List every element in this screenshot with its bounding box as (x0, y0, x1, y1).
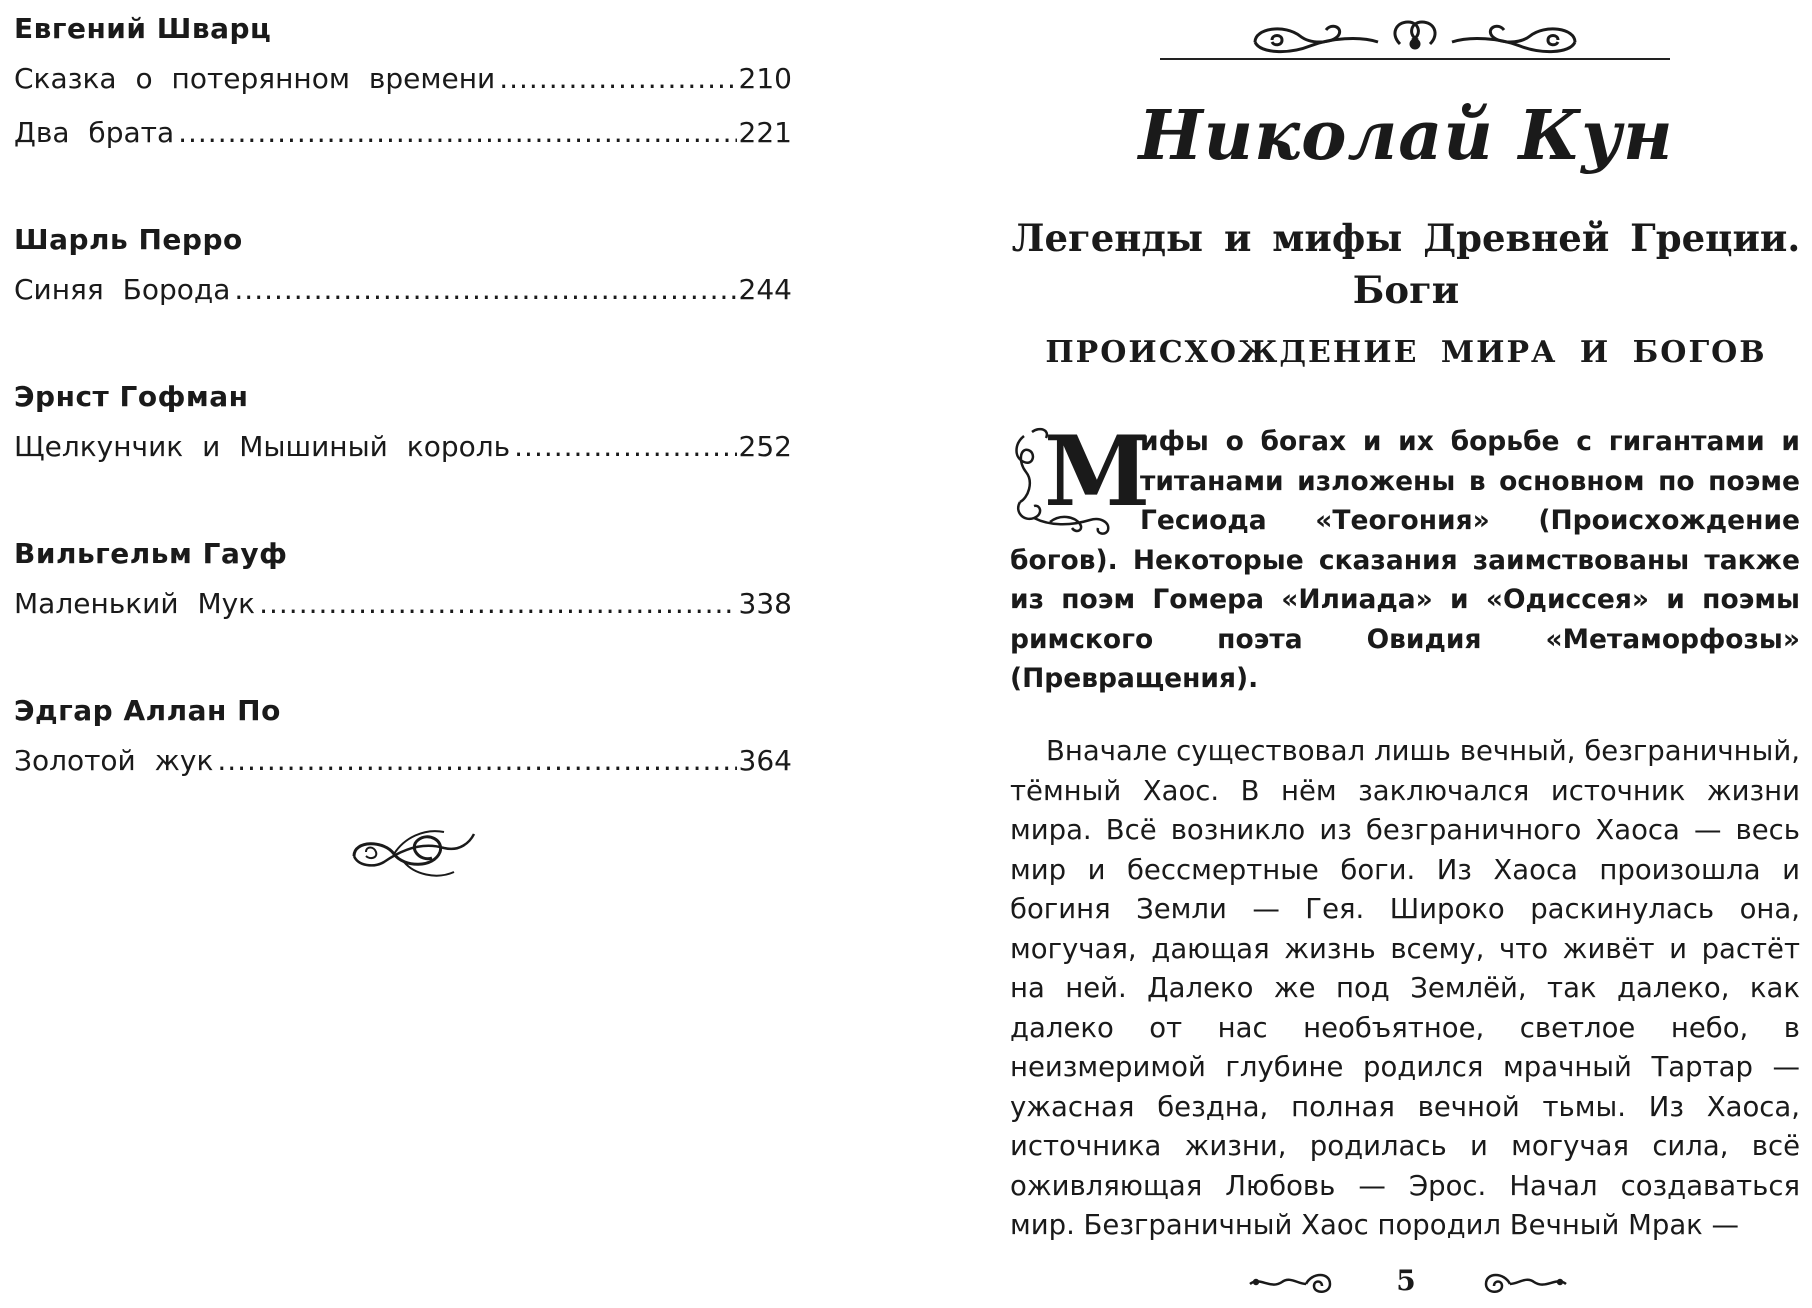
chapter-title: ПРОИСХОЖДЕНИЕ МИРА И БОГОВ (1045, 335, 1767, 370)
toc-entry-title: Синяя Борода (14, 273, 231, 306)
toc-entry[interactable] (14, 62, 792, 95)
body-paragraph: Вначале существовал лишь вечный, безграничный, тёмный Хаос. В нём заключался источник жизни мира. Всё возникло из безграничного Хаоса — весь мир и бессмертные боги. Из Хаоса произошла и богиня Земли — Гея. Широко раскинулась она, могучая, дающая жизнь всему, что живёт и растёт на ней. Далеко же под Землёй, так далеко, как далеко от нас необъятное, светлое небо, в неизмеримой глубине родился мрачный Тартар — ужасная бездна, полная вечной тьмы. Из Хаоса, источника жизни, родилась и могучая сила, всё оживляющая Любовь — Эрос. Начал создаваться мир. Безграничный Хаос породил Вечный Мрак — (1010, 735, 1800, 1241)
toc-page-number: 364 (738, 744, 792, 777)
toc-entry-title: Золотой жук (14, 744, 214, 777)
top-rule-divider (1160, 58, 1670, 60)
toc-author-perro: Шарль Перро (14, 223, 243, 256)
page-footer (1010, 1262, 1802, 1302)
dropcap-letter: М (1044, 415, 1151, 528)
toc-author-shvarts: Евгений Шварц (14, 12, 272, 45)
intro-paragraph (1010, 415, 1800, 699)
toc-entry-title: Сказка о потерянном времени (14, 62, 496, 95)
page-number: 5 (1396, 1264, 1416, 1297)
toc-leader-dots (514, 430, 736, 463)
toc-entry[interactable] (14, 116, 792, 149)
toc-entry[interactable] (14, 273, 792, 306)
dropcap-box (1010, 415, 1151, 540)
toc-author-poe: Эдгар Аллан По (14, 694, 281, 727)
toc-leader-dots (217, 744, 736, 777)
toc-author-hoffmann: Эрнст Гофман (14, 380, 249, 413)
toc-page-number: 252 (738, 430, 792, 463)
toc-page-number: 244 (738, 273, 792, 306)
intro-text: ифы о богах и их борьбе с гигантами и титанами изложены в основном по поэме Гесиода «Теогония» (Происхождение богов). Некоторые сказания заимствованы также из поэм Гомера «Илиада» и «Одиссея» и поэмы римского поэта Овидия «Метаморфозы» (Превращения). (1010, 426, 1800, 694)
footer-swirl-icon (1480, 1262, 1570, 1302)
book-title (1010, 212, 1802, 316)
toc-entry-title: Два брата (14, 116, 175, 149)
toc-leader-dots (499, 62, 736, 95)
toc-entry-title: Щелкунчик и Мышиный король (14, 430, 511, 463)
toc-entry[interactable] (14, 430, 792, 463)
toc-entry-title: Маленький Мук (14, 587, 256, 620)
toc-page-number: 221 (738, 116, 792, 149)
right-page (1010, 0, 1802, 1308)
toc-entry[interactable] (14, 744, 792, 777)
toc-page-number: 338 (738, 587, 792, 620)
book-title-line1: Легенды и мифы Древней Греции. (1011, 216, 1801, 260)
left-page (14, 0, 794, 1308)
toc-leader-dots (178, 116, 736, 149)
toc-entry[interactable] (14, 587, 792, 620)
author-title: Николай Кун (1138, 96, 1674, 176)
book-title-line2: Боги (1352, 268, 1460, 312)
toc-leader-dots (259, 587, 736, 620)
toc-author-hauff: Вильгельм Гауф (14, 537, 288, 570)
toc-leader-dots (234, 273, 736, 306)
flourish-ornament-icon (344, 818, 484, 892)
toc-page-number: 210 (738, 62, 792, 95)
